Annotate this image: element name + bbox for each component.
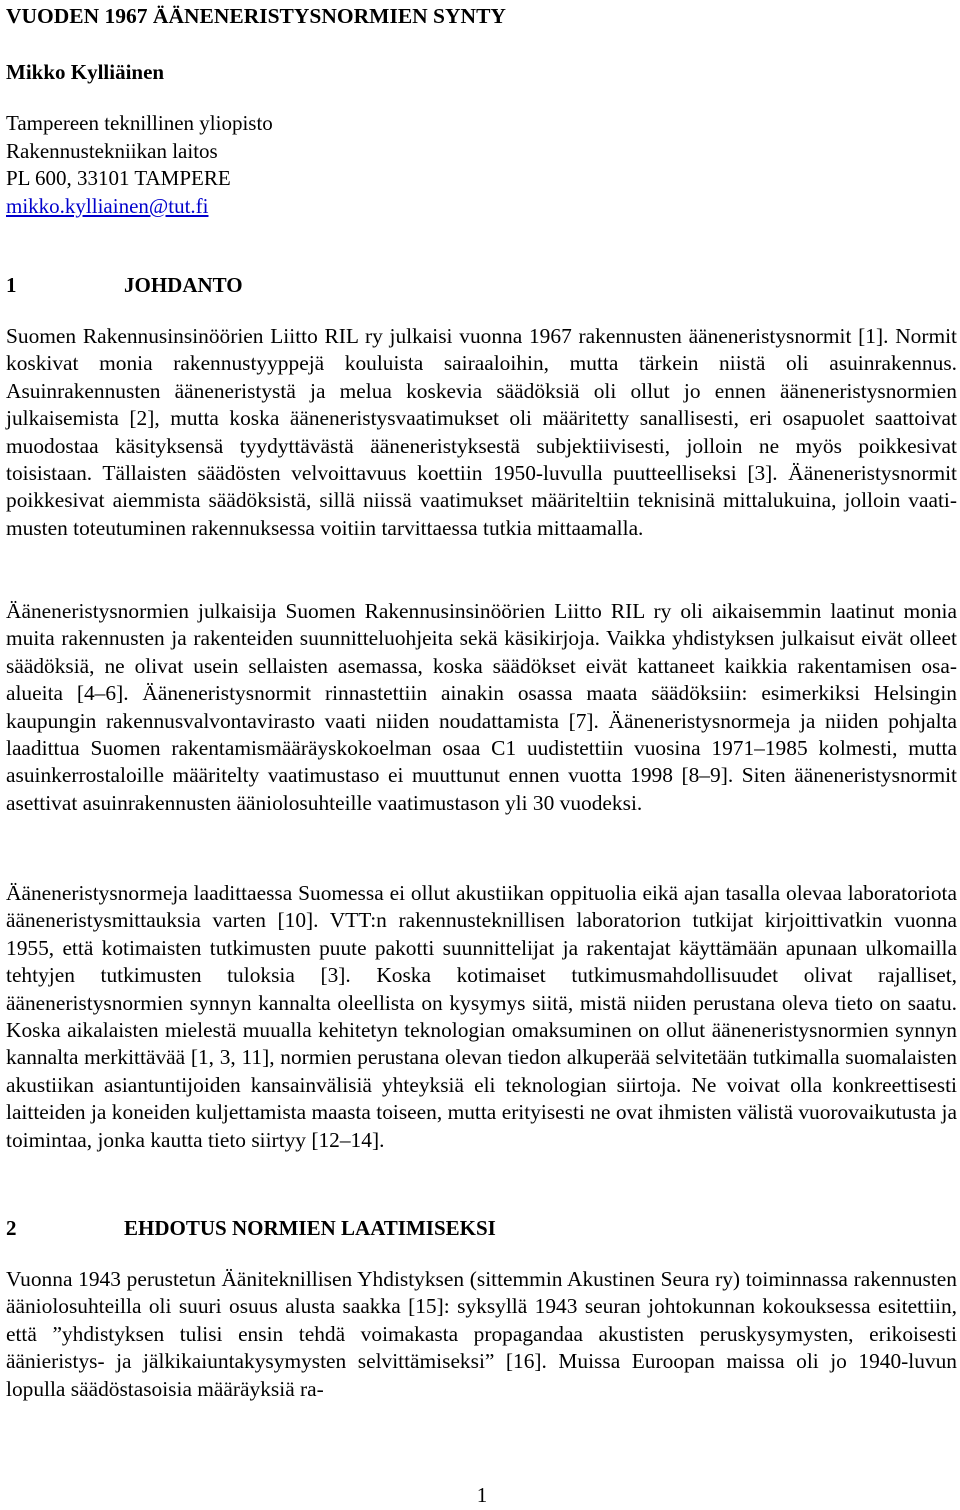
- section-1-heading: [6, 271, 243, 299]
- section-1-paragraph-2: Ääneneristysnormien julkaisija Suomen Rakennusinsinöörien Liitto RIL ry oli aikaisemmin laatinut monia muita rakennusten ja rakenteiden suunnitteluohjeita sekä käsikirjoja. Vaikka yhdistyksen julkaisut eivät olleet säädöksiä, ne olivat usein sellaisten asemassa, koska säädökset eivät kattaneet kaikkia rakentamisen osa-alueita [4–6]. Ääneneristysnormit rinnastettiin ainakin osassa maata säädöksiin: esimerkiksi Helsingin kaupungin rakennusvalvontavirasto vaati niiden noudattamista [7]. Ääneneristysnormeja ja niiden pohjalta laadittua Suomen rakentamismääräyskokoelman osaa C1 uudistettiin vuosina 1971–1985 kolmesti, mutta asuinkerrostaloille määritelty vaatimustaso ei muuttunut ennen vuotta 1998 [8–9]. Siten ääneneristysnormit asettivat asuinrakennusten ääniolosuhteille vaatimustason yli 30 vuodeksi.: [6, 599, 957, 815]
- author-email-link[interactable]: mikko.kylliainen@tut.fi: [6, 193, 209, 218]
- page-number: 1: [476, 1483, 488, 1507]
- section-1-title: JOHDANTO: [124, 273, 243, 297]
- document-page: [6, 0, 958, 1510]
- section-2-title: EHDOTUS NORMIEN LAATIMISEKSI: [124, 1216, 496, 1240]
- document-title: VUODEN 1967 ÄÄNENERISTYSNORMIEN SYNTY: [6, 4, 506, 28]
- affiliation-address: PL 600, 33101 TAMPERE: [6, 166, 231, 191]
- section-1-paragraph-3: Ääneneristysnormeja laadittaessa Suomessa ei ollut akustiikan oppituolia eikä ajan tasalla olevaa laboratoriota ääneneristysmittauksia varten [10]. VTT:n rakennusteknillisen laboratorion tutkijat kirjoittivatkin vuonna 1955, että kotimaisten tutkimusten puute pakotti suunnittelijat ja rakentajat käyttämään apunaan ulkomailla tehtyjen tutkimusten tuloksia [3]. Koska kotimaiset tutkimusmahdollisuudet olivat rajalliset, ääneneristysnormien synnyn kannalta oleellista on kysymys siitä, mistä niiden perustana oleva tieto on saatu. Koska aikalaisten mielestä muualla kehitetyn teknologian omaksuminen on ollut ääneneristysnormien synnyn kannalta merkittävää [1, 3, 11], normien perustana olevan tiedon alkuperää selvitetään tutkimalla suomalaisten akustiikan asiantuntijoiden kansainvälisiä yhteyksiä eli teknologian siirtoja. Ne voivat olla konkreettisesti laitteiden ja koneiden kuljettamista maasta toiseen, mutta erityisesti ne ovat ihmisten välistä vuorovaikutusta ja toimintaa, jonka kautta tieto siirtyy [12–14].: [6, 881, 957, 1152]
- section-1-paragraph-1: Suomen Rakennusinsinöörien Liitto RIL ry julkaisi vuonna 1967 rakennusten ääneneristysnormit [1]. Normit koskivat monia rakennustyyppejä kouluista sairaaloihin, mutta tärkein niistä oli asuinrakennus. Asuinrakennusten ääneneristystä ja melua koskevia säädöksiä oli ollut jo ennen ääneneristysnormien julkaisemista [2], mutta koska ääneneristysvaatimukset oli määritetty sanallisesti, eri osapuolet saattoivat muodostaa käsityksensä tyydyttävästä ääneneristyksestä subjektiivisesti, jolloin ne myös poikkesivat toisistaan. Tällaisten säädösten velvoittavuus koettiin 1950-luvulla puutteelliseksi [3]. Ääneneristysnormit poikkesivat aiemmista säädöksistä, sillä niissä vaatimukset määriteltiin teknisinä mittalukuina, jolloin vaatimusten toteutuminen rakennuksessa voitiin tarvittaessa tutkia mittaamalla.: [6, 324, 957, 540]
- author-affiliation: [6, 110, 273, 220]
- section-2-heading: [6, 1214, 496, 1242]
- affiliation-university: Tampereen teknillinen yliopisto: [6, 111, 273, 135]
- section-2-paragraph-1: Vuonna 1943 perustetun Ääniteknillisen Yhdistyksen (sittemmin Akustinen Seura ry) toiminnassa rakennusten ääniolosuhteilla oli suuri osuus alusta saakka [15]: syksyllä 1943 seuran johtokunnan kokouksessa esitettiin, että ”yhdistyksen tulisi ensin tehdä voimakasta propagandaa akustisten peruskysymysten, erikoisesti äänieristys- ja jälkikaiuntakysymysten selvittämiseksi” [16]. Muissa Euroopan maissa oli jo 1940-luvun lopulla säädöstasoisia määräyksiä ra-: [6, 1267, 957, 1401]
- affiliation-department: Rakennustekniikan laitos: [6, 138, 218, 163]
- author-name: Mikko Kylliäinen: [6, 60, 165, 84]
- section-2-number: 2: [6, 1216, 17, 1240]
- section-1-number: 1: [6, 273, 17, 297]
